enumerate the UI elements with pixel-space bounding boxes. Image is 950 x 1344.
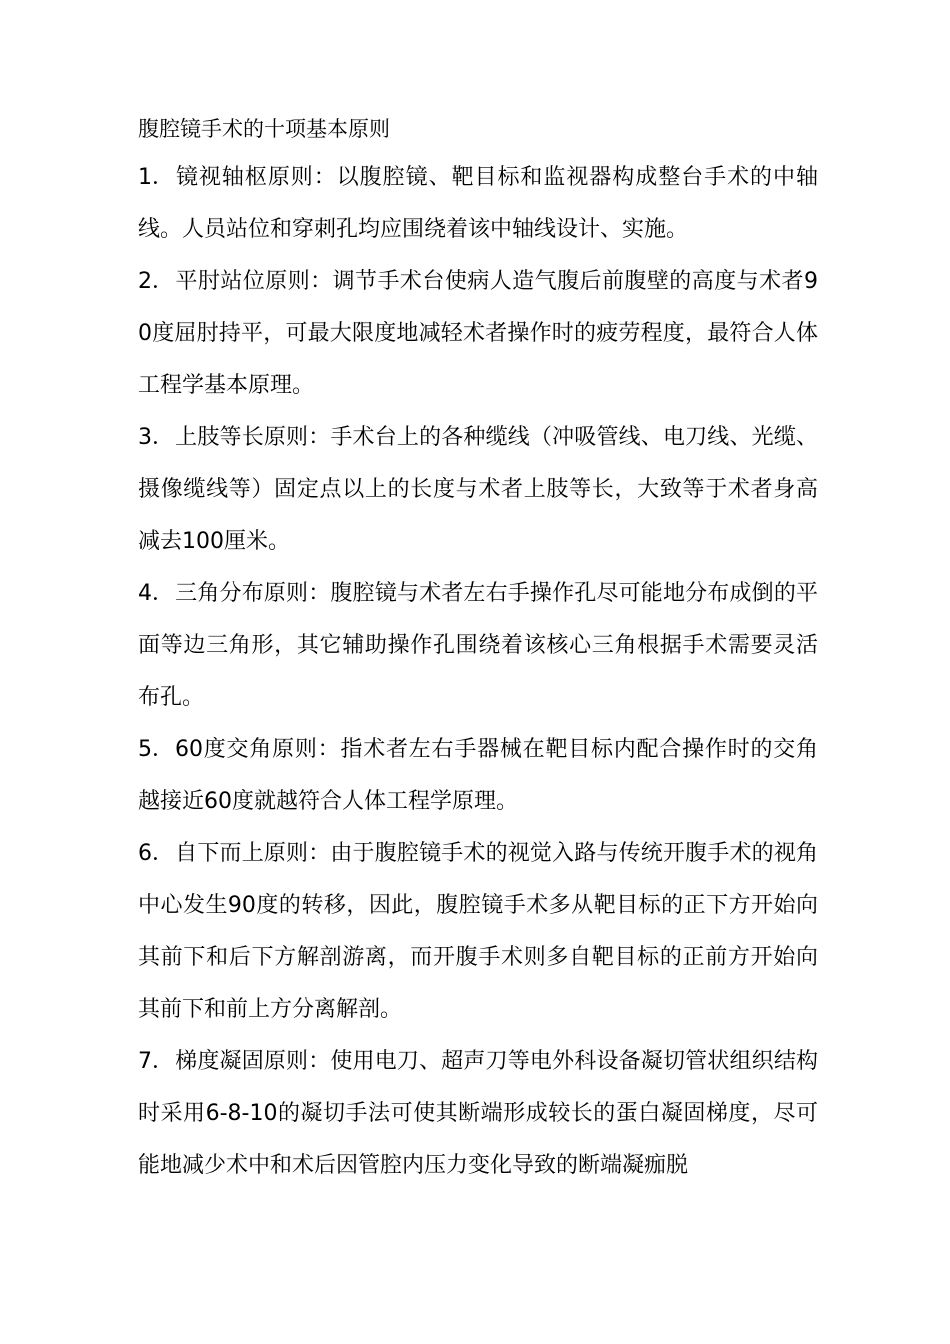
principle-4 (138, 568, 818, 724)
principle-number: 1． (138, 165, 174, 190)
principle-text: 平肘站位原则：调节手术台使病人造气腹后前腹壁的高度与术者90度屈肘持平，可最大限度地减轻术者操作时的疲劳程度，最符合人体工程学基本原理。 (138, 269, 818, 398)
principle-3 (138, 412, 818, 568)
principle-number: 5． (138, 737, 174, 762)
principle-text: 60度交角原则：指术者左右手器械在靶目标内配合操作时的交角越接近60度就越符合人体工程学原理。 (138, 737, 818, 814)
principle-number: 3． (138, 425, 174, 450)
principle-number: 2． (138, 269, 174, 294)
principle-7 (138, 1036, 818, 1192)
principle-text: 梯度凝固原则：使用电刀、超声刀等电外科设备凝切管状组织结构时采用6-8-10的凝切手法可使其断端形成较长的蛋白凝固梯度，尽可能地减少术中和术后因管腔内压力变化导致的断端凝痂脱 (138, 1049, 818, 1178)
principle-number: 6． (138, 841, 174, 866)
principle-text: 自下而上原则：由于腹腔镜手术的视觉入路与传统开腹手术的视角中心发生90度的转移，因此，腹腔镜手术多从靶目标的正下方开始向其前下和后下方解剖游离，而开腹手术则多自靶目标的正前方开始向其前下和前上方分离解剖。 (138, 841, 818, 1022)
principle-number: 7． (138, 1049, 174, 1074)
principle-6 (138, 828, 818, 1036)
principle-text: 三角分布原则：腹腔镜与术者左右手操作孔尽可能地分布成倒的平面等边三角形，其它辅助操作孔围绕着该核心三角根据手术需要灵活布孔。 (138, 581, 818, 710)
principle-number: 4． (138, 581, 174, 606)
document-title: 腹腔镜手术的十项基本原则 (138, 117, 390, 141)
principle-text: 上肢等长原则：手术台上的各种缆线（冲吸管线、电刀线、光缆、摄像缆线等）固定点以上的长度与术者上肢等长，大致等于术者身高减去100厘米。 (138, 425, 818, 554)
principle-1 (138, 152, 818, 256)
document-page (138, 106, 818, 1192)
principle-text: 镜视轴枢原则：以腹腔镜、靶目标和监视器构成整台手术的中轴线。人员站位和穿刺孔均应围绕着该中轴线设计、实施。 (138, 165, 818, 242)
principle-5 (138, 724, 818, 828)
principle-2 (138, 256, 818, 412)
